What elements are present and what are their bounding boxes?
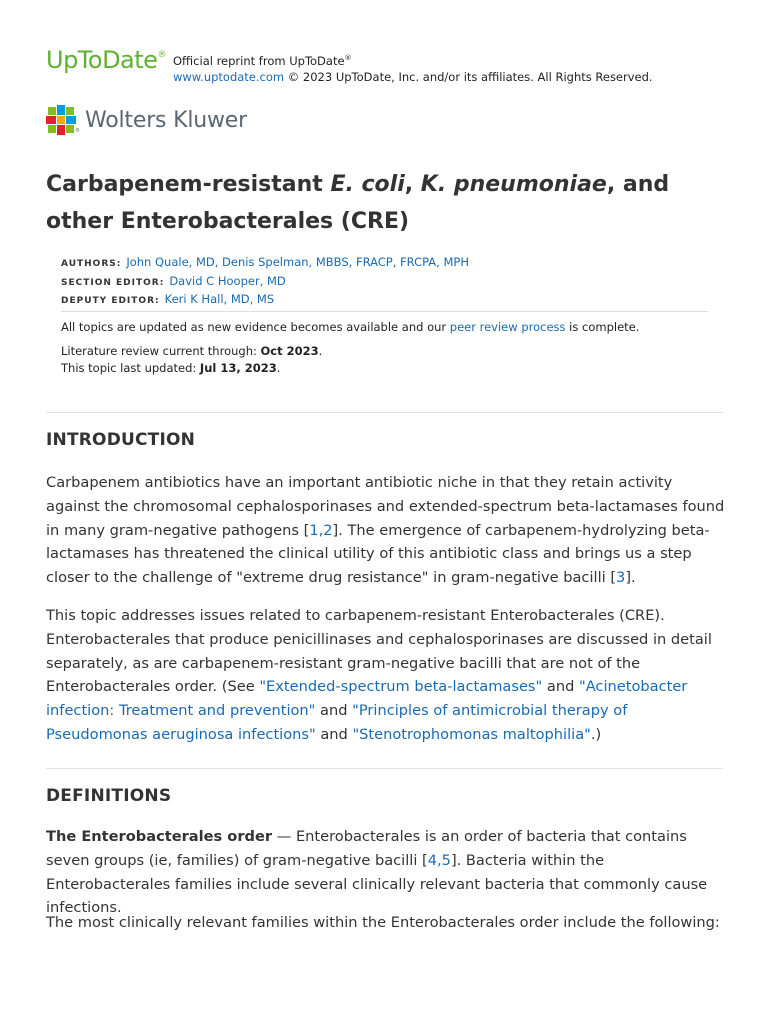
literature-review-label: Literature review current through: [61,344,261,358]
meta-divider [61,311,708,312]
paragraph-text: and [542,678,579,696]
paragraph-text: ]. Bacteria within the Enterobacterales families include several clinically relevant bacteria that commonly cause infections. [46,851,708,917]
review-dates [61,343,322,376]
reprint-registered-mark: ® [344,54,352,62]
last-updated-date: Jul 13, 2023 [199,360,277,375]
brand-name: UpToDate [46,46,158,74]
publisher-registered-mark: ® [75,128,80,134]
reference-link-3[interactable]: 3 [616,569,626,587]
enterobacterales-order-term: The Enterobacterales order [46,828,273,845]
topic-link-esbl[interactable]: "Extended-spectrum beta-lactamases" [259,678,543,696]
paragraph-text: .) [590,725,602,743]
brand-registered-mark: ® [157,50,166,60]
topic-link-stenotrophomonas[interactable]: "Stenotrophomonas maltophilia" [352,725,591,743]
reference-link-4-5[interactable]: 4,5 [427,851,451,869]
deputy-editor-row [61,291,469,310]
section-editor-label: SECTION EDITOR: [61,277,165,288]
deputy-editor-label: DEPUTY EDITOR: [61,296,160,306]
section-divider-2 [46,768,723,769]
paragraph-text: Carbapenem antibiotics have an important antibiotic niche in that they retain activity against the chromosomal cephalosporinases and extended-spectrum beta-lactamases found in many gram-negative pathogens [ [46,474,725,539]
uptodate-logo[interactable] [46,46,166,74]
last-updated-line: This topic last updated: Jul 13, 2023. [61,360,281,375]
topic-link-acinetobacter[interactable]: "Acinetobacter infection: Treatment and prevention" [46,678,688,720]
paragraph-text: ]. [625,569,636,587]
title-text: Carbapenem-resistant [46,172,331,197]
peer-review-link[interactable]: peer review process [449,320,566,334]
paragraph-text: — Enterobacterales is an order of bacteria that contains seven groups (ie, families) of gram-negative bacilli [ [46,828,687,869]
authors-link[interactable]: John Quale, MD, Denis Spelman, MBBS, FRACP, FRCPA, MPH [126,255,469,269]
title-organism-ecoli: E. coli [330,172,405,197]
paragraph-text: and [315,725,353,743]
paragraph-text: This topic addresses issues related to carbapenem-resistant Enterobacterales (CRE). Enterobacterales that produce penicillinases and cephalosporinases are discussed in detail separately, as are carbapenem-resistant gram-negative bacilli that are not of the Enterobacterales order. (See [46,607,712,696]
last-updated-label: This topic last updated: [61,360,200,375]
literature-review-line: Literature review current through: Oct 2023. [61,344,323,358]
reprint-notice [173,50,653,85]
definitions-heading: DEFINITIONS [46,786,172,806]
wolters-kluwer-logo [45,104,247,136]
section-editor-link[interactable]: David C Hooper, MD [169,273,286,288]
update-policy [61,319,639,335]
introduction-heading: INTRODUCTION [46,430,196,450]
introduction-paragraph-2 [46,604,726,747]
update-text: All topics are updated as new evidence becomes available and our [61,320,450,334]
authors-label: AUTHORS: [61,259,122,269]
definitions-paragraph-1 [46,825,726,920]
topic-link-pseudomonas[interactable]: "Principles of antimicrobial therapy of Pseudomonas aeruginosa infections" [46,702,628,743]
author-block [61,254,469,310]
section-divider-1 [46,412,723,413]
update-text-end: is complete. [565,320,640,334]
reference-link-1-2[interactable]: 1,2 [309,521,333,539]
introduction-paragraph-1 [46,471,726,590]
wolters-kluwer-mark-icon [45,104,77,136]
title-separator: , [404,172,421,197]
paragraph-text: and [315,702,353,720]
reprint-line: Official reprint from UpToDate [173,53,345,68]
literature-review-date: Oct 2023 [260,344,319,358]
article-title [46,166,726,240]
copyright-text: © 2023 UpToDate, Inc. and/or its affiliates. All Rights Reserved. [284,69,653,84]
definitions-paragraph-2: The most clinically relevant families within the Enterobacterales order include the following: [46,914,720,931]
paragraph-text: ]. The emergence of carbapenem-hydrolyzing beta-lactamases has threatened the clinical utility of this antibiotic class and brings us a step closer to the challenge of "extreme drug resistance" in gram-negative bacilli [ [46,521,710,587]
authors-row [61,254,469,273]
uptodate-site-link[interactable]: www.uptodate.com [173,69,285,84]
deputy-editor-link[interactable]: Keri K Hall, MD, MS [164,292,275,306]
title-text-end: , and other Enterobacterales (CRE) [46,172,670,234]
publisher-name: Wolters Kluwer [85,107,247,133]
section-editor-row [61,273,469,292]
title-organism-kpneumoniae: K. pneumoniae [420,172,607,197]
